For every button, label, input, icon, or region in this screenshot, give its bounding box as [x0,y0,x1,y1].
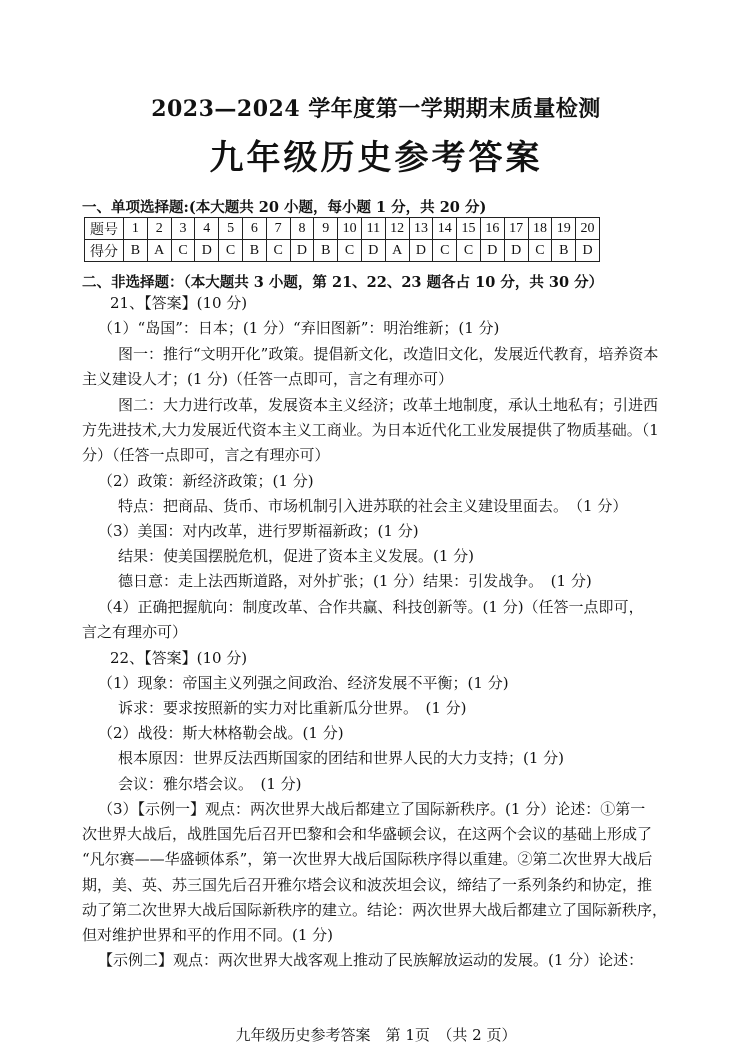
document-title: 九年级历史参考答案 [209,138,543,178]
question-number-cell: 18 [528,218,552,240]
answer-line: 期，美、英、苏三国先后召开雅尔塔会议和波茨坦会议，缔结了一系列条约和协定，推 [82,876,653,894]
question-number-cell: 5 [219,218,243,240]
answer-line: （1）“岛国”：日本；(1 分）“弃旧图新”：明治维新；(1 分) [98,319,500,337]
question-number-cell: 17 [504,218,528,240]
answer-line: 言之有理亦可） [82,623,188,641]
question-number-cell: 8 [290,218,314,240]
answer-table [84,217,600,262]
question-number-cell: 2 [147,218,171,240]
answer-line: 图一：推行“文明开化”政策。提倡新文化，改造旧文化，发展近代教育，培养资本 [118,345,659,363]
question-number-cell: 3 [171,218,195,240]
section1-heading: 一、单项选择题:(本大题共 20 小题，每小题 1 分，共 20 分) [82,199,487,216]
answer-line: 特点：把商品、货币、市场机制引入进苏联的社会主义建设里面去。 （1 分） [118,497,628,515]
answer-line: （2）战役：斯大林格勒会战。(1 分) [98,724,344,742]
answer-cell: A [385,240,409,262]
answer-cell: B [552,240,576,262]
answer-line: 但对维护世界和平的作用不同。(1 分) [82,926,334,944]
q21-heading: 21、【答案】(10 分) [110,294,248,312]
answer-cell: C [528,240,552,262]
answer-cell: D [195,240,219,262]
answer-line: （4）正确把握航向：制度改革、合作共赢、科技创新等。(1 分)（任答一点即可， [98,598,644,616]
question-number-cell: 9 [314,218,338,240]
answer-cell: D [504,240,528,262]
answer-cell: D [480,240,504,262]
question-number-cell: 10 [338,218,362,240]
answer-line: 次世界大战后，战胜国先后召开巴黎和会和华盛顿会议，在这两个会议的基础上形成了 [82,825,653,843]
answer-cell: D [361,240,385,262]
answer-line: （2）政策：新经济政策；(1 分) [98,472,314,490]
exam-title: 2023—2024 学年度第一学期期末质量检测 [151,96,601,122]
q22-heading: 22、【答案】(10 分) [110,649,248,667]
question-number-cell: 7 [266,218,290,240]
answer-line: 根本原因：世界反法西斯国家的团结和世界人民的大力支持；(1 分) [118,749,565,767]
answer-line: 结果：使美国摆脱危机，促进了资本主义发展。(1 分) [118,547,475,565]
question-number-cell: 20 [576,218,600,240]
answer-line: 诉求：要求按照新的实力对比重新瓜分世界。 (1 分) [118,699,467,717]
answer-line: （3）美国：对内改革，进行罗斯福新政；(1 分) [98,522,419,540]
answer-cell: A [147,240,171,262]
question-number-cell: 16 [480,218,504,240]
answer-cell: B [314,240,338,262]
question-number-row [85,218,600,240]
answer-cell: D [576,240,600,262]
answer-line: “凡尔赛——华盛顿体系”，第一次世界大战后国际秩序得以重建。②第二次世界大战后 [82,850,653,868]
answer-line: 德日意：走上法西斯道路，对外扩张；(1 分）结果：引发战争。 (1 分) [118,572,592,590]
answer-line: 动了第二次世界大战后国际新秩序的建立。结论：两次世界大战后都建立了国际新秩序， [82,901,668,919]
answer-cell: C [219,240,243,262]
answer-line: 图二：大力进行改革，发展资本主义经济；改革土地制度，承认土地私有；引进西 [118,396,659,414]
answer-line: （3）【示例一】观点：两次世界大战后都建立了国际新秩序。(1 分）论述：①第一 [98,800,646,818]
question-number-cell: 4 [195,218,219,240]
answer-line: 主义建设人才；(1 分)（任答一点即可，言之有理亦可） [82,370,454,388]
answer-cell: C [338,240,362,262]
question-number-cell: 15 [457,218,481,240]
answer-cell: C [433,240,457,262]
question-number-cell: 13 [409,218,433,240]
answer-cell: D [409,240,433,262]
row-label-answer: 得分 [85,240,124,262]
question-number-cell: 6 [242,218,266,240]
section2-heading: 二、非选择题：（本大题共 3 小题，第 21、22、23 题各占 10 分，共 30 分） [82,274,604,291]
answer-row [85,240,600,262]
answer-cell: B [242,240,266,262]
answer-line: 分）（任答一点即可，言之有理亦可） [82,446,330,464]
row-label-question: 题号 [85,218,124,240]
question-number-cell: 12 [385,218,409,240]
answer-line: 会议：雅尔塔会议。 (1 分) [118,775,302,793]
question-number-cell: 1 [124,218,148,240]
answer-cell: C [457,240,481,262]
question-number-cell: 14 [433,218,457,240]
answer-cell: C [266,240,290,262]
answer-cell: D [290,240,314,262]
page-footer: 九年级历史参考答案 第 1页 （共 2 页） [235,1026,517,1044]
answer-line: （1）现象：帝国主义列强之间政治、经济发展不平衡；(1 分) [98,674,509,692]
answer-cell: B [124,240,148,262]
answer-line: 方先进技术,大力发展近代资本主义工商业。为日本近代化工业发展提供了物质基础。（1 [82,421,659,439]
answer-line: 【示例二】观点：两次世界大战客观上推动了民族解放运动的发展。(1 分）论述： [98,951,644,969]
question-number-cell: 11 [361,218,385,240]
answer-cell: C [171,240,195,262]
question-number-cell: 19 [552,218,576,240]
